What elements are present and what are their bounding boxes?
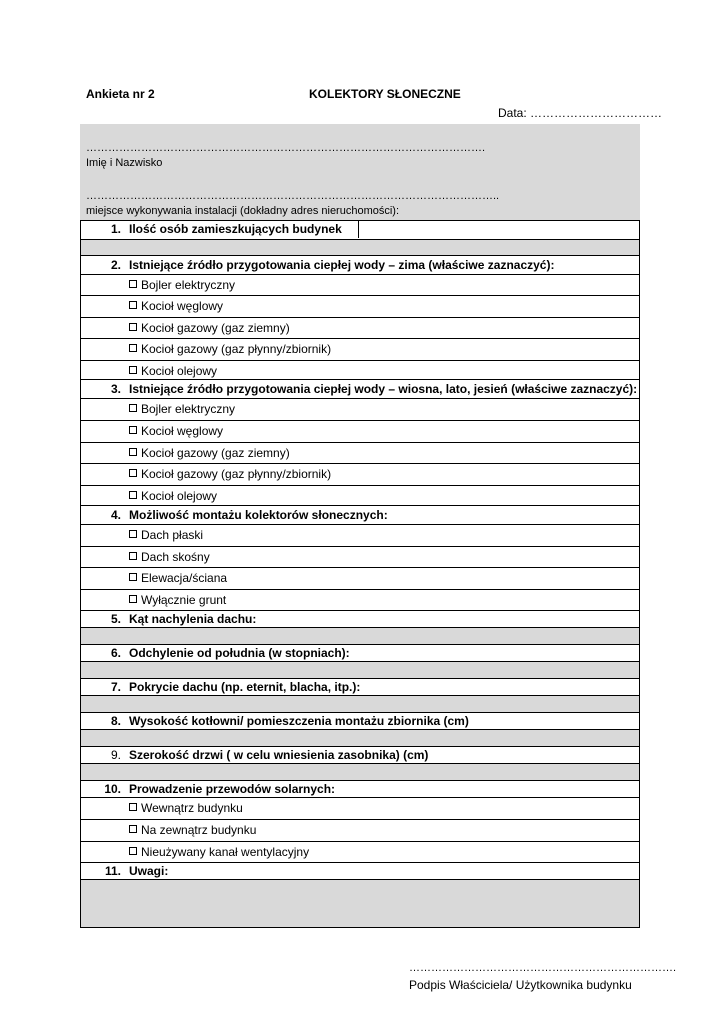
option-label: Kocioł gazowy (gaz płynny/zbiornik) (141, 467, 332, 481)
option-label: Wyłącznie grunt (141, 593, 227, 607)
option-row[interactable] (81, 420, 639, 442)
question-row-8 (81, 712, 639, 729)
question-number: 6. (110, 646, 121, 660)
option-row[interactable] (81, 485, 639, 505)
option-label: Kocioł olejowy (141, 489, 218, 503)
name-label: Imię i Nazwisko (86, 157, 163, 169)
question-number: 1. (110, 222, 121, 236)
answer-cell-7[interactable] (81, 695, 639, 712)
option-row[interactable] (81, 797, 639, 819)
option-label: Elewacja/ściana (141, 571, 228, 585)
checkbox-icon[interactable] (129, 426, 137, 434)
question-number: 4. (110, 508, 121, 522)
question-text: Ilość osób zamieszkujących budynek (129, 222, 342, 236)
checkbox-icon[interactable] (129, 573, 137, 581)
question-text: Możliwość montażu kolektorów słonecznych: (129, 508, 388, 522)
signature-label: Podpis Właściciela/ Użytkownika budynku (409, 978, 632, 992)
option-row[interactable] (81, 567, 639, 589)
option-row[interactable] (81, 398, 639, 420)
question-text: Prowadzenie przewodów solarnych: (129, 782, 336, 796)
question-text: Kąt nachylenia dachu: (129, 612, 257, 626)
question-text: Istniejące źródło przygotowania ciepłej wody – wiosna, lato, jesień (właściwe zaznaczyć): (129, 382, 638, 396)
checkbox-icon[interactable] (129, 323, 137, 331)
question-row-9 (81, 746, 639, 763)
option-label: Kocioł gazowy (gaz ziemny) (141, 446, 290, 460)
checkbox-icon[interactable] (129, 552, 137, 560)
checkbox-icon[interactable] (129, 530, 137, 538)
answer-cell-5[interactable] (81, 627, 639, 644)
question-text: Szerokość drzwi ( w celu wniesienia zasobnika) (cm) (129, 748, 429, 762)
checkbox-icon[interactable] (129, 404, 137, 412)
checkbox-icon[interactable] (129, 366, 137, 374)
checkbox-icon[interactable] (129, 803, 137, 811)
checkbox-icon[interactable] (129, 448, 137, 456)
option-label: Kocioł węglowy (141, 424, 224, 438)
question-number: 2. (110, 258, 121, 272)
option-row[interactable] (81, 360, 639, 379)
address-label: miejsce wykonywania instalacji (dokładny adres nieruchomości): (86, 205, 400, 217)
survey-title: KOLEKTORY SŁONECZNE (309, 87, 461, 101)
answer-cell-1[interactable] (81, 239, 639, 255)
question-row-1 (81, 221, 639, 239)
checkbox-icon[interactable] (129, 825, 137, 833)
option-label: Dach skośny (141, 550, 210, 564)
option-row[interactable] (81, 819, 639, 841)
question-number: 5. (110, 612, 121, 626)
question-number: 7. (110, 680, 121, 694)
answer-cell-8[interactable] (81, 729, 639, 746)
address-input-line[interactable]: ………………………………………………………………………………………………….. (86, 190, 500, 202)
option-label: Kocioł gazowy (gaz ziemny) (141, 321, 290, 335)
option-row[interactable] (81, 317, 639, 338)
option-label: Kocioł olejowy (141, 364, 218, 378)
question-row-2 (81, 255, 639, 274)
question-number: 3. (110, 382, 121, 396)
option-row[interactable] (81, 442, 639, 463)
checkbox-icon[interactable] (129, 469, 137, 477)
option-label: Na zewnątrz budynku (141, 823, 257, 837)
option-row[interactable] (81, 338, 639, 360)
question-text: Odchylenie od południa (w stopniach): (129, 646, 350, 660)
option-label: Nieużywany kanał wentylacyjny (141, 845, 310, 859)
option-row[interactable] (81, 463, 639, 485)
question-row-4 (81, 505, 639, 524)
answer-cell-6[interactable] (81, 661, 639, 678)
question-number: 10. (104, 782, 121, 796)
question-text: Istniejące źródło przygotowania ciepłej wody – zima (właściwe zaznaczyć): (129, 258, 555, 272)
question-row-10 (81, 780, 639, 797)
checkbox-icon[interactable] (129, 280, 137, 288)
personal-data-section (80, 124, 640, 220)
checkbox-icon[interactable] (129, 595, 137, 603)
option-row[interactable] (81, 589, 639, 610)
answer-cell-9[interactable] (81, 763, 639, 780)
question-row-7 (81, 678, 639, 695)
option-label: Dach płaski (141, 528, 204, 542)
survey-table (80, 220, 640, 928)
option-label: Wewnątrz budynku (141, 801, 243, 815)
question-number: 11. (104, 864, 121, 878)
option-label: Bojler elektryczny (141, 278, 236, 292)
checkbox-icon[interactable] (129, 301, 137, 309)
remarks-field[interactable] (81, 879, 639, 927)
option-label: Kocioł gazowy (gaz płynny/zbiornik) (141, 342, 332, 356)
option-row[interactable] (81, 524, 639, 546)
signature-line[interactable]: ………………………………………………………………. (409, 962, 677, 974)
option-label: Bojler elektryczny (141, 402, 236, 416)
option-row[interactable] (81, 295, 639, 317)
date-field[interactable]: Data: …………………………… (498, 106, 663, 120)
option-row[interactable] (81, 546, 639, 567)
question-text: Pokrycie dachu (np. eternit, blacha, itp.): (129, 680, 361, 694)
question-text: Uwagi: (129, 864, 169, 878)
name-input-line[interactable]: ………………………………………………………………………………………………. (86, 142, 486, 154)
survey-number: Ankieta nr 2 (86, 87, 155, 101)
question-row-5 (81, 610, 639, 627)
checkbox-icon[interactable] (129, 491, 137, 499)
option-row[interactable] (81, 274, 639, 295)
option-row[interactable] (81, 841, 639, 862)
question-number: 8. (110, 714, 121, 728)
question-row-6 (81, 644, 639, 661)
question-row-3 (81, 379, 639, 398)
question-number: 9. (110, 748, 121, 762)
checkbox-icon[interactable] (129, 847, 137, 855)
column-divider (358, 221, 359, 238)
question-text: Wysokość kotłowni/ pomieszczenia montażu zbiornika (cm) (129, 714, 469, 728)
checkbox-icon[interactable] (129, 344, 137, 352)
question-row-11 (81, 862, 639, 879)
option-label: Kocioł węglowy (141, 299, 224, 313)
